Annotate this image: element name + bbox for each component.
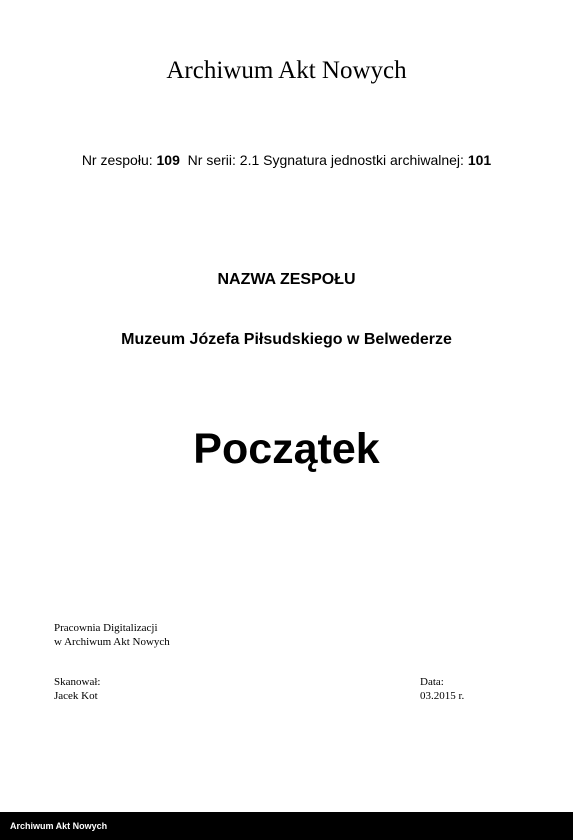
fond-heading: NAZWA ZESPOŁU bbox=[217, 271, 356, 288]
signature-number: 101 bbox=[467, 152, 492, 168]
fond-number: 109 bbox=[156, 152, 180, 168]
fond-number-label: Nr zespołu: bbox=[81, 152, 153, 168]
date-label: Data: bbox=[420, 676, 444, 688]
digitization-line-2: w Archiwum Akt Nowych bbox=[54, 636, 170, 648]
date-block bbox=[420, 675, 464, 703]
date-value: 03.2015 r. bbox=[420, 690, 465, 702]
section-title: Początek bbox=[193, 425, 380, 473]
series-number-label: Nr serii: bbox=[187, 152, 236, 168]
series-number: 2.1 bbox=[239, 152, 260, 168]
reference-line bbox=[0, 151, 573, 169]
footer-text: Archiwum Akt Nowych bbox=[10, 821, 108, 831]
scanned-label: Skanował: bbox=[54, 676, 101, 688]
archive-title: Archiwum Akt Nowych bbox=[166, 57, 407, 84]
digitization-line-1: Pracownia Digitalizacji bbox=[54, 622, 158, 634]
digitization-block bbox=[54, 621, 170, 649]
signature-label: Sygnatura jednostki archiwalnej: bbox=[263, 152, 464, 168]
scanned-name: Jacek Kot bbox=[54, 690, 98, 702]
footer-bar bbox=[0, 812, 573, 840]
fond-name: Muzeum Józefa Piłsudskiego w Belwederze bbox=[121, 331, 452, 348]
scanned-block bbox=[54, 675, 100, 703]
